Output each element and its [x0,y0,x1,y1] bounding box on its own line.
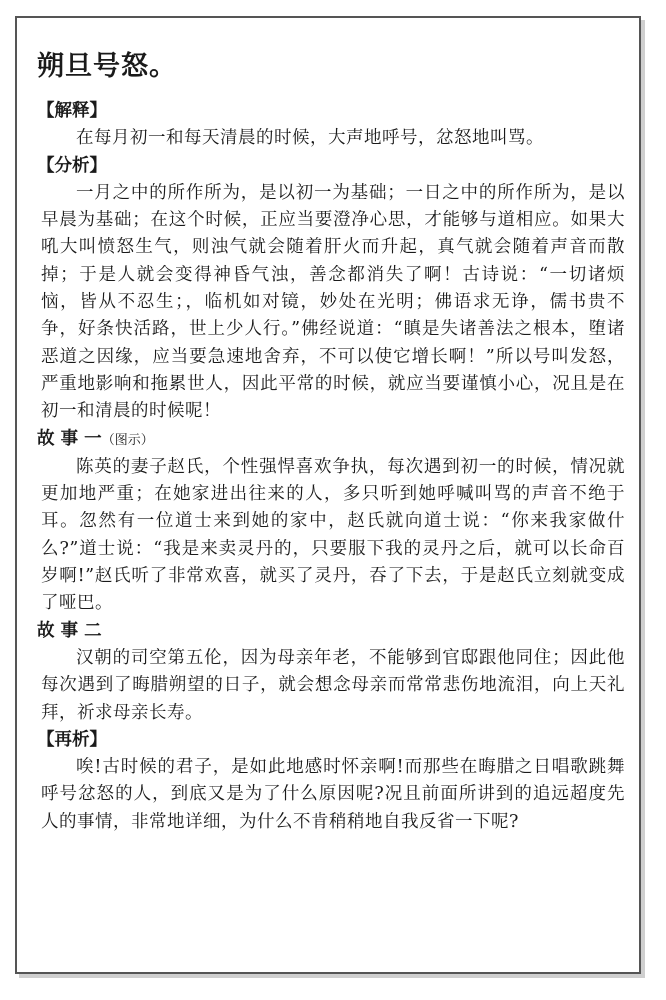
reanalysis-paragraph: 唉!古时候的君子，是如此地感时怀亲啊!而那些在晦腊之日唱歌跳舞呼号忿怒的人，到底又是为了什么原因呢?况且前面所讲到的追远超度先人的事情，非常地详细，为什么不肯稍稍地自我反省一下呢? [41,757,625,832]
story-two-paragraph: 汉朝的司空第五伦，因为母亲年老，不能够到官邸跟他同住；因此他每次遇到了晦腊朔望的日子，就会想念母亲而常常悲伤地流泪，向上天礼拜，祈求母亲长寿。 [41,647,625,723]
page-frame [15,16,641,974]
explanation-paragraph: 在每月初一和每天清晨的时候，大声地呼号，忿怒地叫骂。 [76,128,544,149]
section-heading-explanation: 【解释】 [37,101,107,121]
page-body [37,98,625,836]
section-heading-analysis: 【分析】 [37,155,107,176]
section-heading-reanalysis: 【再析】 [37,729,107,750]
analysis-paragraph: 一月之中的所作所为，是以初一为基础；一日之中的所作所为，是以早晨为基础；在这个时候，正应当要澄净心思，才能够与道相应。如果大吼大叫愤怒生气，则浊气就会随着肝火而升起，真气就会随着声音而散掉；于是人就会变得神昏气浊，善念都消失了啊！古诗说：“一切诸烦恼，皆从不忍生；，临机如对镜，妙处在光明；佛语求无诤，儒书贵不争，好条快活路，世上少人行。”佛经说道：“瞋是失诸善法之根本，堕诸恶道之因缘，应当要急速地舍弃，不可以使它增长啊！”所以号叫发怒，严重地影响和拖累世人，因此平常的时候，就应当要谨慎小心，况且是在初一和清晨的时候呢！ [41,182,625,422]
story-one-title: 故 事 一 [37,428,102,449]
story-one-subheading: （图示） [101,432,154,448]
section-heading-story-one [37,426,625,454]
section-heading-story-two: 故 事 二 [37,620,102,641]
story-one-paragraph: 陈英的妻子赵氏，个性强悍喜欢争执，每次遇到初一的时候，情况就更加地严重；在她家进出往来的人，多只听到她呼喊叫骂的声音不绝于耳。忽然有一位道士来到她的家中，赵氏就向道士说：“你来我家做什么?”道士说：“我是来卖灵丹的，只要服下我的灵丹之后，就可以长命百岁啊!”赵氏听了非常欢喜，就买了灵丹，吞了下去，于是赵氏立刻就变成了哑巴。 [41,456,625,614]
page-title: 朔旦号怒。 [37,51,177,82]
